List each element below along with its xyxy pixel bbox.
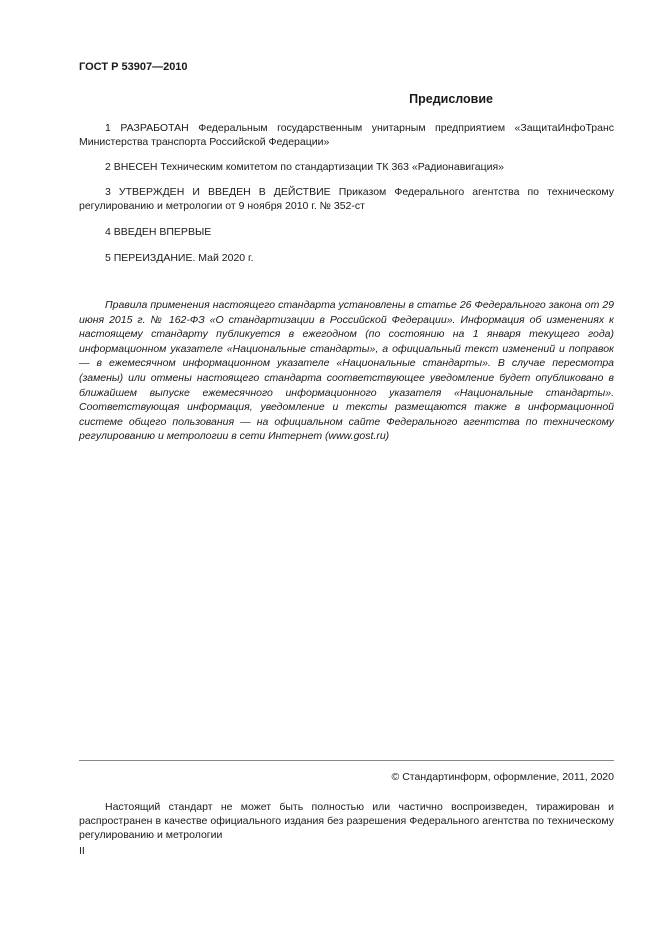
document-code: ГОСТ Р 53907—2010 [79, 61, 188, 73]
foreword-item-2: 2 ВНЕСЕН Техническим комитетом по стандартизации ТК 363 «Радионавигация» [105, 161, 504, 173]
title-text: Предисловие [409, 92, 493, 106]
page-title [79, 92, 614, 106]
copyright: © Стандартинформ, оформление, 2011, 2020 [391, 771, 614, 783]
foreword-item-3: 3 УТВЕРЖДЕН И ВВЕДЕН В ДЕЙСТВИЕ Приказом Федерального агентства по техническому регулированию и метрологии от 9 ноября 2010 г. № 352-ст [79, 186, 614, 212]
foreword-item-4: 4 ВВЕДЕН ВПЕРВЫЕ [105, 226, 212, 238]
application-notice: Правила применения настоящего стандарта установлены в статье 26 Федерального закона от 29 июня 2015 г. № 162-ФЗ «О стандартизации в Российской Федерации». Информация об изменениях к настоящему стандарту публикуется в ежегодном (по состоянию на 1 января текущего года) информационном указателе «Национальные стандарты», а официальный текст изменений и поправок — в ежемесячном информационном указателе «Национальные стандарты». В случае пересмотра (замены) или отмены настоящего стандарта соответствующее уведомление будет опубликовано в ближайшем выпуске ежемесячного информационного указателя «Национальные стандарты». Соответствующая информация, уведомление и тексты размещаются также в информационной системе общего пользования — на официальном сайте Федерального агентства по техническому регулированию и метрологии в сети Интернет (www.gost.ru) [79, 299, 614, 443]
divider [79, 760, 614, 761]
foreword-item-1: 1 РАЗРАБОТАН Федеральным государственным унитарным предприятием «ЗащитаИнфоТранс Министерства транспорта Российской Федерации» [79, 122, 614, 148]
page-number: II [79, 845, 85, 857]
foreword-item-5: 5 ПЕРЕИЗДАНИЕ. Май 2020 г. [105, 252, 254, 264]
legal-notice: Настоящий стандарт не может быть полностью или частично воспроизведен, тиражирован и распространен в качестве официального издания без разрешения Федерального агентства по техническому регулированию и метрологии [79, 801, 614, 841]
